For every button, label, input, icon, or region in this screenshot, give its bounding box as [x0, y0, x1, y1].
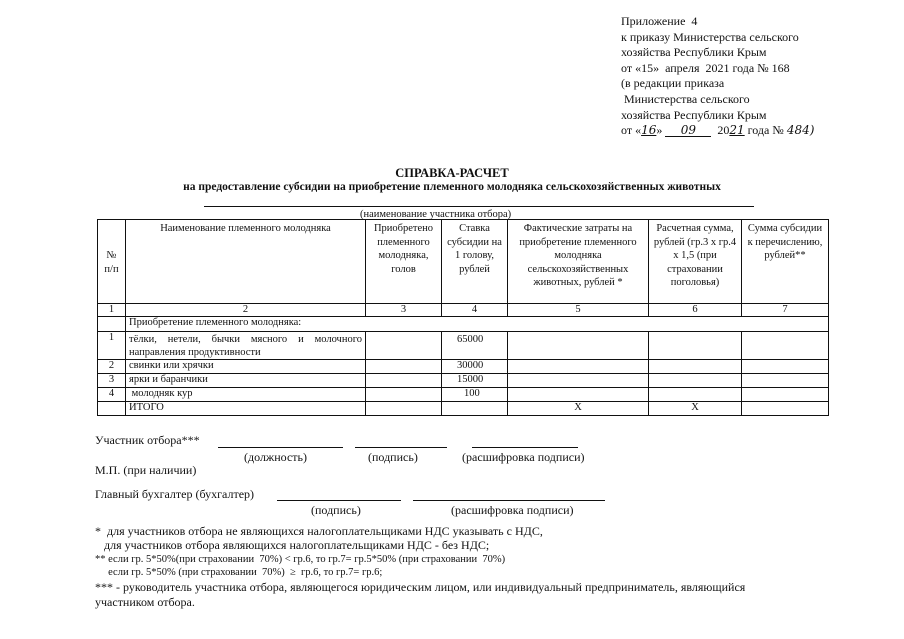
note-head-2: участником отбора.	[95, 595, 195, 609]
col-number: 4	[442, 304, 508, 317]
note-vat-2: для участников отбора являющихся налогоплательщиками НДС - без НДС;	[95, 538, 490, 552]
calculation-table	[97, 219, 829, 416]
appendix-date-line	[621, 123, 896, 139]
row-rate: 65000	[442, 332, 508, 360]
acc-signature-line	[277, 500, 401, 501]
note-head: *** - руководитель участника отбора, являющегося юридическим лицом, или индивидуальный предприниматель, являющийся	[95, 580, 746, 594]
empty-cell	[742, 388, 829, 402]
empty-cell	[649, 388, 742, 402]
appendix-line: Министерства сельского	[621, 91, 750, 106]
col-number: 5	[508, 304, 649, 317]
empty-cell	[508, 388, 649, 402]
handwritten-year: 21	[729, 123, 745, 138]
row-rate: 15000	[442, 374, 508, 388]
appendix-line: к приказу Министерства сельского	[621, 29, 799, 44]
appendix-line: Приложение 4	[621, 14, 698, 28]
decoding-line	[472, 447, 578, 448]
handwritten-day: 16	[641, 123, 657, 138]
row-rate: 30000	[442, 360, 508, 374]
empty-cell	[508, 360, 649, 374]
row-name: ярки и баранчики	[126, 374, 366, 388]
date-prefix: от «	[621, 123, 642, 138]
decoding-caption: (расшифровка подписи)	[462, 450, 585, 464]
row-number: 4	[98, 388, 126, 402]
row-rate: 100	[442, 388, 508, 402]
col-number: 3	[366, 304, 442, 317]
empty-cell	[742, 374, 829, 388]
col-number: 1	[98, 304, 126, 317]
appendix-line: хозяйства Республики Крым	[621, 107, 767, 122]
year-prefix: 20	[711, 123, 730, 138]
appendix-line: хозяйства Республики Крым	[621, 45, 767, 60]
signature-caption: (подпись)	[368, 450, 418, 464]
row-name: свинки или хрячки	[126, 360, 366, 374]
note-formula-2: если гр. 5*50% (при страховании 70%) ≥ гр.6, то гр.7= гр.6;	[95, 567, 383, 578]
total-c6-mark: Х	[649, 402, 742, 416]
empty-cell	[98, 402, 126, 416]
appendix-line: от «15» апреля 2021 года № 168	[621, 60, 790, 75]
year-suffix: года №	[744, 123, 787, 138]
empty-cell	[98, 317, 126, 332]
header-purchased: Приобретено племенного молодняка, голов	[366, 220, 442, 304]
appendix-block	[621, 14, 896, 139]
empty-cell	[508, 374, 649, 388]
appendix-line: (в редакции приказа	[621, 76, 725, 91]
empty-cell	[742, 402, 829, 416]
header-rate: Ставка субсидии на 1 голову, рублей	[442, 220, 508, 304]
header-subsidy-sum: Сумма субсидии к перечислению, рублей**	[742, 220, 829, 304]
header-number: № п/п	[98, 220, 126, 304]
empty-cell	[366, 402, 442, 416]
handwritten-month: 09	[665, 124, 711, 137]
acc-signature-caption: (подпись)	[311, 503, 361, 517]
date-mid: »	[656, 123, 666, 138]
empty-cell	[366, 360, 442, 374]
signature-line	[355, 447, 447, 448]
column-number-row	[98, 304, 829, 317]
empty-cell	[366, 374, 442, 388]
document-title: СПРАВКА-РАСЧЕТ	[395, 166, 509, 180]
header-row	[98, 220, 829, 304]
table-row	[98, 374, 829, 388]
section-label: Приобретение племенного молодняка:	[126, 317, 829, 332]
header-actual-costs: Фактические затраты на приобретение племенного молодняка сельскохозяйственных животных, рублей *	[508, 220, 649, 304]
row-name: тёлки, нетели, бычки мясного и молочного направления продуктивности	[126, 332, 366, 360]
table-row	[98, 332, 829, 360]
empty-cell	[442, 402, 508, 416]
empty-cell	[742, 332, 829, 360]
accountant-label: Главный бухгалтер (бухгалтер)	[95, 487, 255, 501]
participant-name-line	[204, 206, 754, 207]
note-formula-1: ** если гр. 5*50%(при страховании 70%) < гр.6, то гр.7= гр.5*50% (при страховании 70%)	[95, 554, 506, 565]
header-calculated-sum: Расчетная сумма, рублей (гр.3 х гр.4 х 1,5 (при страховании поголовья)	[649, 220, 742, 304]
participant-label: Участник отбора***	[95, 433, 200, 447]
handwritten-number: 484)	[786, 123, 815, 138]
total-c5-mark: Х	[508, 402, 649, 416]
row-number: 1	[98, 332, 126, 360]
participant-name-caption: (наименование участника отбора)	[360, 209, 512, 220]
col-number: 7	[742, 304, 829, 317]
empty-cell	[508, 332, 649, 360]
total-row	[98, 402, 829, 416]
empty-cell	[649, 374, 742, 388]
table-row	[98, 388, 829, 402]
note-vat: * для участников отбора не являющихся налогоплательщиками НДС указывать с НДС,	[95, 524, 543, 538]
empty-cell	[649, 332, 742, 360]
row-number: 2	[98, 360, 126, 374]
stamp-label: М.П. (при наличии)	[95, 463, 197, 477]
section-row	[98, 317, 829, 332]
row-number: 3	[98, 374, 126, 388]
col-number: 2	[126, 304, 366, 317]
acc-decoding-line	[413, 500, 605, 501]
position-caption: (должность)	[244, 450, 307, 464]
acc-decoding-caption: (расшифровка подписи)	[451, 503, 574, 517]
header-name: Наименование племенного молодняка	[126, 220, 366, 304]
position-line	[218, 447, 343, 448]
document-subtitle: на предоставление субсидии на приобретение племенного молодняка сельскохозяйственных животных	[183, 181, 721, 193]
col-number: 6	[649, 304, 742, 317]
row-name: молодняк кур	[126, 388, 366, 402]
empty-cell	[366, 332, 442, 360]
total-label: ИТОГО	[126, 402, 366, 416]
empty-cell	[649, 360, 742, 374]
empty-cell	[366, 388, 442, 402]
empty-cell	[742, 360, 829, 374]
table-row	[98, 360, 829, 374]
